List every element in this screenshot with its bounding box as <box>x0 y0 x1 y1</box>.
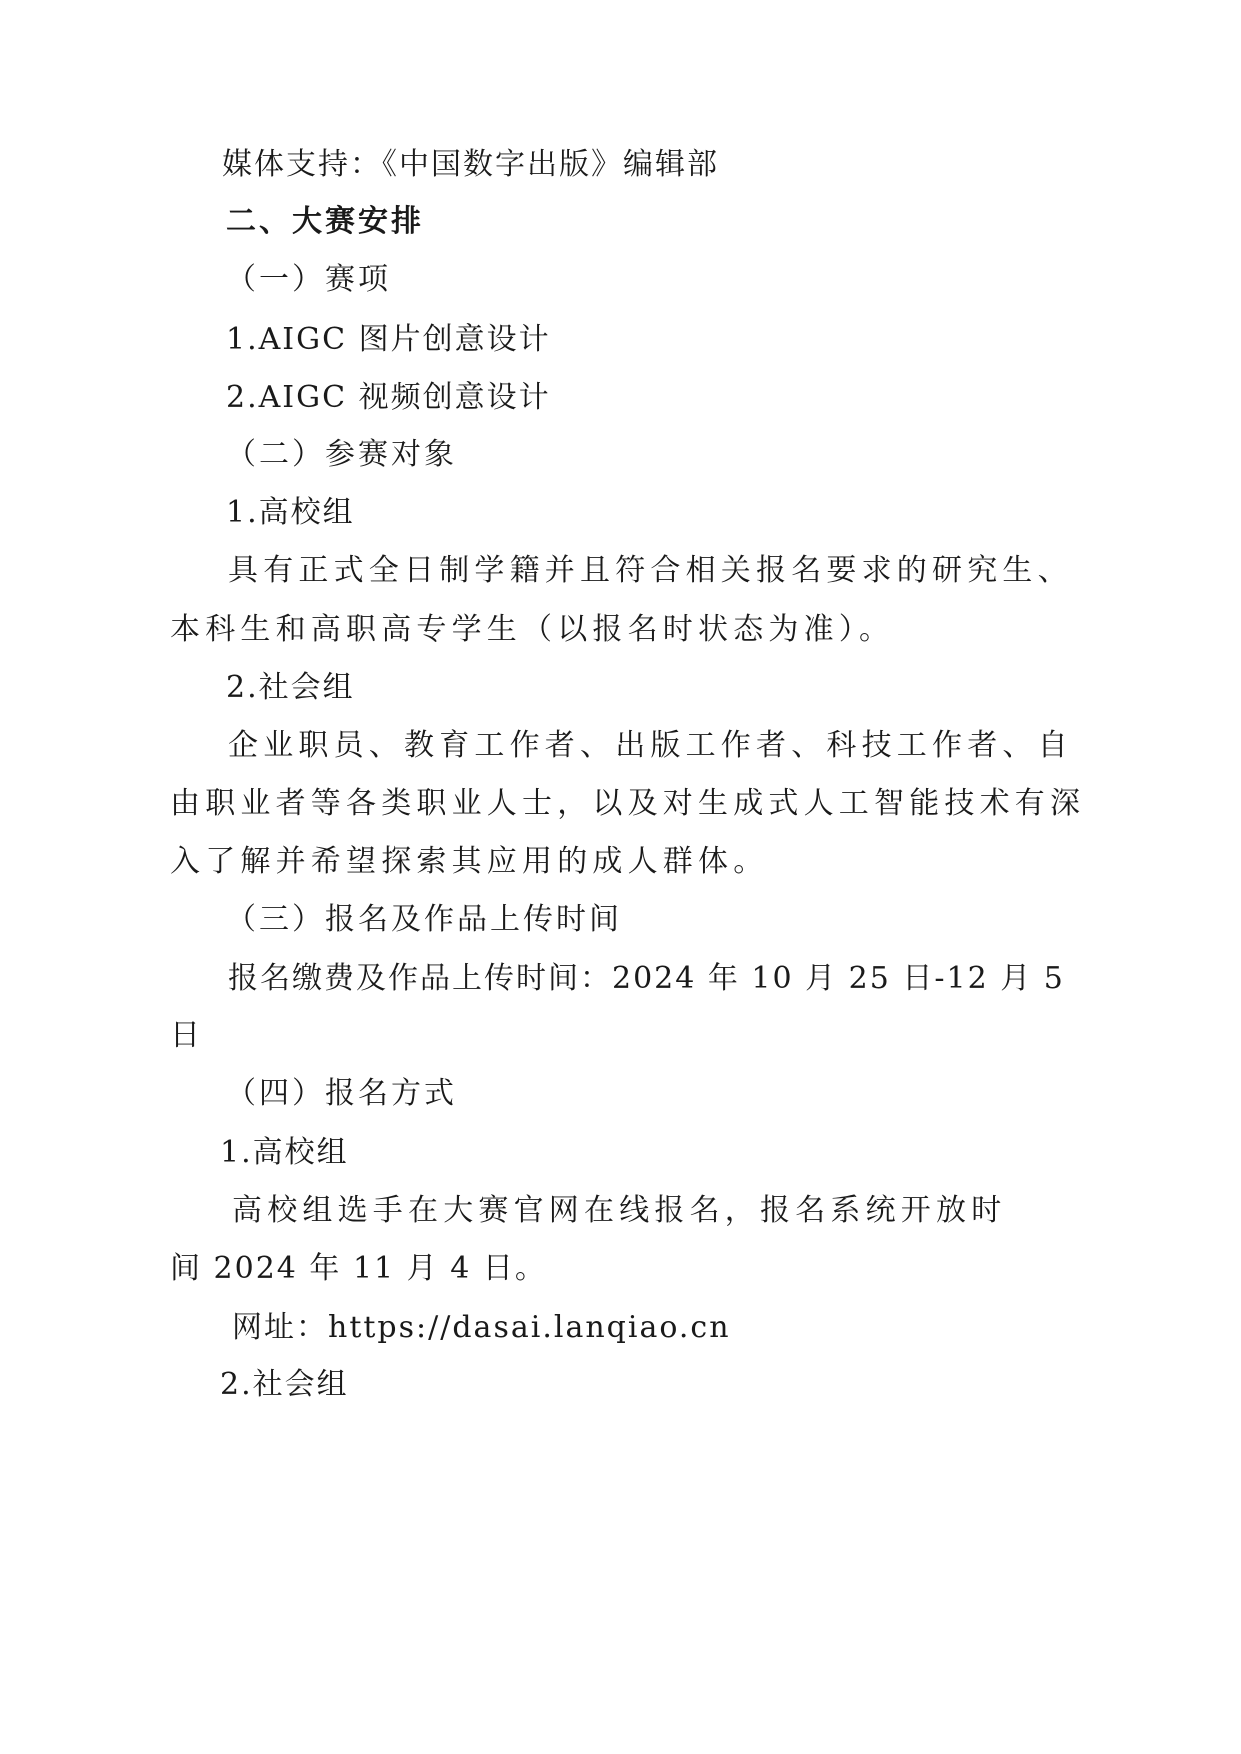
timeline-line-1: 报名缴费及作品上传时间：2024 年 10 月 25 日-12 月 5 <box>228 961 1065 996</box>
registration-university-line-1: 高校组选手在大赛官网在线报名，报名系统开放时 <box>232 1193 1007 1228</box>
registration-university-label: 1.高校组 <box>220 1135 349 1170</box>
participants-heading: （二）参赛对象 <box>226 437 457 472</box>
university-group-label: 1.高校组 <box>226 495 355 530</box>
society-desc-line-2: 由职业者等各类职业人士，以及对生成式人工智能技术有深 <box>170 786 1086 821</box>
registration-website: 网址：https://dasai.lanqiao.cn <box>232 1310 731 1345</box>
registration-society-label: 2.社会组 <box>220 1367 349 1402</box>
events-heading: （一）赛项 <box>226 262 391 297</box>
section-title-arrangement: 二、大赛安排 <box>226 204 424 239</box>
registration-university-line-2: 间 2024 年 11 月 4 日。 <box>170 1251 547 1286</box>
registration-heading: （四）报名方式 <box>226 1076 457 1111</box>
university-desc-line-1: 具有正式全日制学籍并且符合相关报名要求的研究生、 <box>228 553 1073 588</box>
media-support-line: 媒体支持：《中国数字出版》编辑部 <box>222 147 719 182</box>
university-desc-line-2: 本科生和高职高专学生（以报名时状态为准）。 <box>170 612 895 647</box>
timeline-heading: （三）报名及作品上传时间 <box>226 902 622 937</box>
society-group-label: 2.社会组 <box>226 670 355 705</box>
event-item-video: 2.AIGC 视频创意设计 <box>226 380 551 415</box>
society-desc-line-1: 企业职员、教育工作者、出版工作者、科技工作者、自 <box>228 728 1073 763</box>
event-item-image: 1.AIGC 图片创意设计 <box>226 322 551 357</box>
society-desc-line-3: 入了解并希望探索其应用的成人群体。 <box>170 844 769 879</box>
timeline-line-2: 日 <box>170 1018 202 1053</box>
